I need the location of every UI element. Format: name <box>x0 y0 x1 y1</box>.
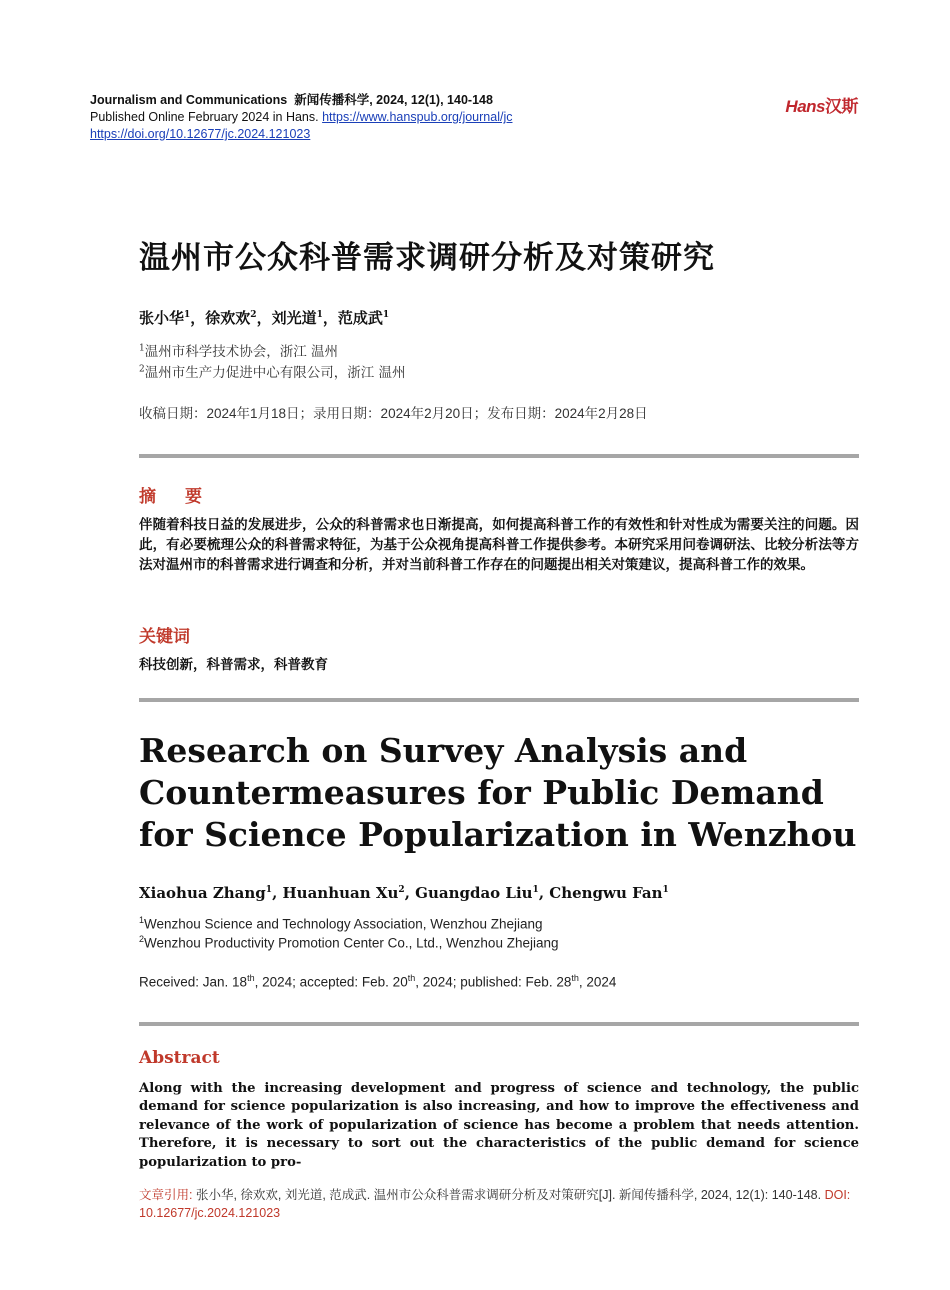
journal-info-cn: 新闻传播科学, 2024, 12(1), 140-148 <box>294 93 493 107</box>
doi-url-link[interactable]: https://doi.org/10.12677/jc.2024.121023 <box>90 127 311 141</box>
journal-name-en: Journalism and Communications <box>90 93 288 107</box>
citation-label: 文章引用: <box>139 1188 193 1202</box>
affiliation-cn-1: $^1$温州市科学技术协会，浙江 温州 <box>139 343 339 360</box>
logo-cn: 汉斯 <box>825 97 858 116</box>
keywords-heading-cn: 关键词 <box>139 627 190 646</box>
paper-title-cn: 温州市公众科普需求调研分析及对策研究 <box>139 240 715 275</box>
abstract-heading-cn: 摘 要 <box>139 487 208 506</box>
citation-doi[interactable]: DOI: 10.12677/jc.2024.121023 <box>139 1188 851 1220</box>
published-online: Published Online February 2024 in Hans. <box>90 110 319 124</box>
affiliation-en-2: $^2$Wenzhou Productivity Promotion Center Co., Ltd., Wenzhou Zhejiang <box>139 934 559 951</box>
authors-en: Xiaohua Zhang$^1$, Huanhuan Xu$^2$, Guangdao Liu$^1$, Chengwu Fan$^1$ <box>139 884 669 902</box>
title-line: Countermeasures for Public Demand <box>139 773 824 812</box>
hans-logo <box>785 92 858 117</box>
title-line: Research on Survey Analysis and <box>139 731 748 770</box>
citation-text: 张小华, 徐欢欢, 刘光道, 范成武. 温州市公众科普需求调研分析及对策研究[J]. 新闻传播科学, 2024, 12(1): 140-148. <box>195 1188 822 1202</box>
journal-url-link[interactable]: https://www.hanspub.org/journal/jc <box>322 110 513 124</box>
title-line: for Science Popularization in Wenzhou <box>139 815 857 854</box>
abstract-heading-en: Abstract <box>139 1048 220 1068</box>
citation <box>139 1186 859 1222</box>
dates-cn: 收稿日期：2024年1月18日；录用日期：2024年2月20日；发布日期：2024年2月28日 <box>139 406 648 421</box>
logo-en: Hans <box>785 97 825 116</box>
affiliation-cn-2: $^2$温州市生产力促进中心有限公司，浙江 温州 <box>139 364 406 381</box>
divider <box>139 454 859 458</box>
dates-en: Received: Jan. 18th, 2024; accepted: Feb. 20th, 2024; published: Feb. 28th, 2024 <box>139 973 617 990</box>
abstract-en: Along with the increasing development and progress of science and technology, the public demand for science popularization is also increasing, and how to improve the effectiveness and relevance of the work of popularization of science has become a problem that needs attention. Therefore, it is necessary to sort out the characteristics of the public demand for science popularization to pro- <box>139 1081 859 1170</box>
divider <box>139 698 859 702</box>
paper-title-en <box>139 730 856 856</box>
authors-cn: 张小华$^1$，徐欢欢$^2$，刘光道$^1$，范成武$^1$ <box>139 309 390 327</box>
divider <box>139 1022 859 1026</box>
affiliation-en-1: $^1$Wenzhou Science and Technology Association, Wenzhou Zhejiang <box>139 915 543 932</box>
journal-header <box>90 92 512 143</box>
abstract-cn: 伴随着科技日益的发展进步，公众的科普需求也日渐提高，如何提高科普工作的有效性和针对性成为需要关注的问题。因此，有必要梳理公众的科普需求特征，为基于公众视角提高科普工作提供参考。本研究采用问卷调研法、比较分析法等方法对温州市的科普需求进行调查和分析，并对当前科普工作存在的问题提出相关对策建议，提高科普工作的效果。 <box>139 517 859 572</box>
keywords-cn: 科技创新，科普需求，科普教育 <box>139 657 328 672</box>
